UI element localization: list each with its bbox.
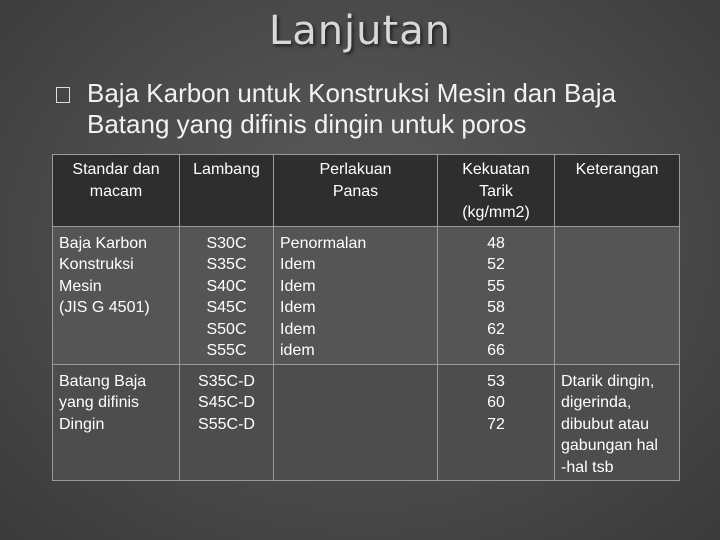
cell-text: S55C: [206, 342, 247, 359]
cell-text: 53: [487, 372, 505, 390]
cell-text: 66: [487, 342, 505, 359]
cell-text: S55C-D: [198, 415, 255, 433]
cell-text: 62: [487, 320, 505, 338]
cell-text: digerinda,: [561, 394, 632, 411]
cell-text: Idem: [280, 320, 316, 338]
cell-text: S30C: [206, 234, 247, 252]
cell-text: Baja Karbon: [59, 234, 148, 252]
header-text: Tarik: [479, 182, 513, 200]
table-row: [53, 226, 680, 364]
header-text: Keterangan: [575, 161, 659, 178]
cell-perlakuan: [274, 226, 438, 364]
cell-text: Konstruksi: [59, 256, 134, 273]
cell-text: Dtarik dingin,: [561, 372, 655, 390]
slide-title: Lanjutan: [268, 8, 452, 54]
header-text: Standar dan: [72, 161, 160, 178]
cell-text: Penormalan: [280, 234, 367, 252]
cell-text: (JIS G 4501): [59, 299, 150, 316]
cell-text: gabungan hal: [561, 437, 658, 454]
cell-text: Batang Baja: [59, 372, 147, 390]
header-text: Kekuatan: [462, 161, 530, 178]
cell-standar: [53, 226, 180, 364]
cell-lambang: [180, 364, 274, 481]
cell-text: yang difinis: [59, 394, 140, 411]
bullet-text-line: Baja Karbon untuk Konstruksi Mesin dan Baja: [87, 78, 616, 108]
square-bullet-icon: [56, 87, 70, 103]
cell-text: S50C: [206, 320, 247, 338]
cell-standar: [53, 364, 180, 481]
cell-text: S45C-D: [198, 394, 255, 411]
header-keterangan: [555, 155, 680, 227]
header-text: Perlakuan: [319, 161, 392, 178]
cell-text: S45C: [206, 299, 247, 316]
cell-text: 55: [487, 277, 505, 295]
header-lambang: [180, 155, 274, 227]
header-text: macam: [89, 182, 143, 200]
cell-text: Dingin: [59, 415, 105, 433]
cell-text: -hal tsb: [561, 458, 614, 476]
header-standar-dan-macam: [53, 155, 180, 227]
cell-text: Mesin: [59, 277, 102, 295]
cell-text: S40C: [206, 277, 247, 295]
table-header-row: [53, 155, 680, 227]
cell-text: S35C-D: [198, 372, 255, 390]
cell-text: 72: [487, 415, 505, 433]
header-perlakuan-panas: [274, 155, 438, 227]
cell-text: idem: [280, 342, 315, 359]
cell-text: 60: [487, 394, 505, 411]
cell-perlakuan: [274, 364, 438, 481]
cell-text: S35C: [206, 256, 247, 273]
cell-text: dibubut atau: [561, 415, 650, 433]
cell-kekuatan: [438, 364, 555, 481]
cell-lambang: [180, 226, 274, 364]
header-kekuatan-tarik: [438, 155, 555, 227]
header-text: Lambang: [193, 161, 260, 178]
cell-keterangan: [555, 226, 680, 364]
steel-spec-table: [52, 154, 680, 481]
cell-text: Idem: [280, 299, 316, 316]
header-text: (kg/mm2): [462, 204, 530, 221]
cell-kekuatan: [438, 226, 555, 364]
cell-text: Idem: [280, 277, 316, 295]
table-row: [53, 364, 680, 481]
bullet-text: [87, 78, 616, 140]
cell-keterangan: [555, 364, 680, 481]
cell-text: 52: [487, 256, 505, 273]
header-text: Panas: [332, 182, 379, 200]
cell-text: 48: [487, 234, 505, 252]
bullet-point: [56, 78, 696, 140]
cell-text: 58: [487, 299, 505, 316]
bullet-text-line: Batang yang difinis dingin untuk poros: [87, 109, 527, 139]
cell-text: Idem: [280, 256, 316, 273]
